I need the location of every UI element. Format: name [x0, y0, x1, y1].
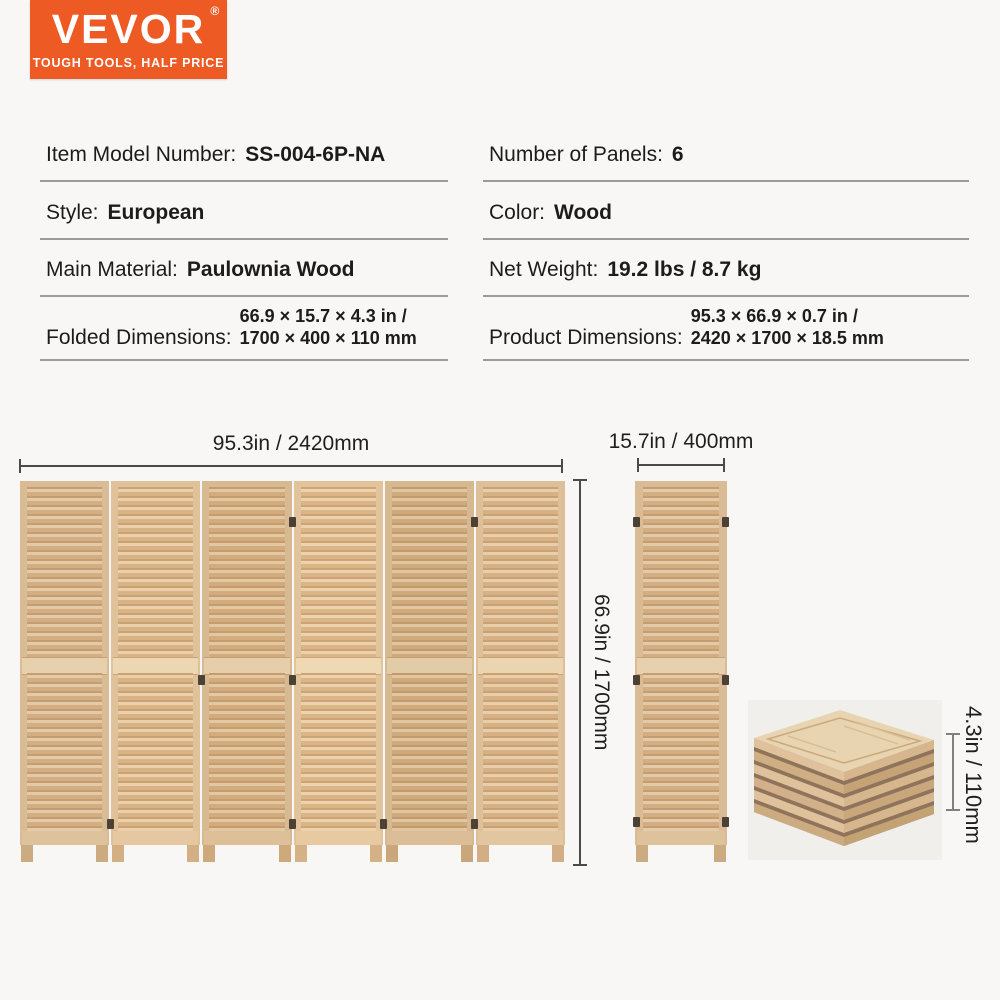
hinge-icon	[471, 819, 478, 829]
louver-section	[392, 487, 467, 657]
folded-height-dimension-label: 4.3in / 110mm	[961, 706, 986, 844]
panel-leg	[112, 845, 124, 862]
dimension-tick	[946, 733, 960, 735]
louver-section	[209, 487, 284, 657]
spec-value: SS-004-6P-NA	[245, 143, 386, 166]
hinge-icon	[722, 817, 729, 827]
divider-panel	[476, 481, 565, 845]
spec-row-main-material	[40, 240, 448, 297]
louver-section	[301, 487, 376, 657]
panel-bottom-rail	[22, 831, 107, 845]
width-dimension-line	[19, 465, 563, 467]
hinge-icon	[633, 517, 640, 527]
folded-height-dimension-line	[952, 733, 954, 811]
spec-row-color	[483, 182, 969, 240]
dimension-tick	[561, 459, 563, 473]
louver-section	[392, 673, 467, 831]
dimension-tick	[573, 479, 587, 481]
spec-row-product-dimensions	[483, 297, 969, 361]
panel-bottom-rail	[204, 831, 289, 845]
height-dimension-label: 66.9in / 1700mm	[590, 593, 613, 751]
depth-dimension-line	[637, 464, 725, 466]
hinge-icon	[380, 819, 387, 829]
spec-label: Net Weight:	[489, 258, 599, 281]
spec-row-model-number	[40, 120, 448, 182]
louver-section	[483, 487, 558, 657]
dimension-tick	[946, 809, 960, 811]
louver-section	[643, 487, 719, 657]
spec-value: 19.2 lbs / 8.7 kg	[607, 258, 762, 281]
louver-section	[643, 673, 719, 831]
spec-label: Main Material:	[46, 258, 178, 281]
panel-leg	[203, 845, 215, 862]
spec-value: 6	[671, 143, 684, 166]
spec-value-line2: 1700 × 400 × 110 mm	[239, 328, 417, 349]
spec-label: Product Dimensions:	[489, 326, 683, 349]
panel-leg	[96, 845, 108, 862]
panel-leg	[279, 845, 291, 862]
panel-leg	[552, 845, 564, 862]
louver-section	[118, 487, 193, 657]
room-divider-front-view	[20, 481, 565, 862]
spec-row-net-weight	[483, 240, 969, 297]
louver-section	[209, 673, 284, 831]
hinge-icon	[289, 819, 296, 829]
louver-section	[27, 673, 102, 831]
panel-leg	[714, 845, 726, 862]
panel-leg	[187, 845, 199, 862]
spec-label: Style:	[46, 201, 99, 224]
panel-leg	[461, 845, 473, 862]
spec-value: Paulownia Wood	[186, 258, 355, 281]
brand-wordmark	[51, 4, 220, 52]
hinge-icon	[722, 517, 729, 527]
room-divider-side-view	[635, 481, 727, 862]
spec-label: Color:	[489, 201, 546, 224]
divider-panel	[635, 481, 727, 845]
hinge-icon	[722, 675, 729, 685]
panel-leg	[386, 845, 398, 862]
spec-column-left	[40, 120, 448, 361]
width-dimension-label: 95.3in / 2420mm	[212, 432, 370, 455]
spec-row-panel-count	[483, 120, 969, 182]
hinge-icon	[471, 517, 478, 527]
panel-leg	[21, 845, 33, 862]
folded-stack-image	[748, 708, 942, 858]
dimension-tick	[573, 864, 587, 866]
brand-name: VEVOR	[51, 6, 206, 52]
spec-label: Folded Dimensions:	[46, 326, 232, 349]
spec-value	[240, 306, 417, 350]
spec-value: European	[107, 201, 205, 224]
panel-bottom-rail	[478, 831, 563, 845]
hinge-icon	[289, 675, 296, 685]
louver-section	[118, 673, 193, 831]
registered-trademark-icon: ®	[210, 4, 220, 18]
spec-value-line1: 66.9 × 15.7 × 4.3 in /	[239, 306, 407, 327]
dimension-tick	[723, 458, 725, 472]
divider-panel	[294, 481, 383, 845]
spec-label: Number of Panels:	[489, 143, 663, 166]
louver-section	[27, 487, 102, 657]
spec-label: Item Model Number:	[46, 143, 237, 166]
spec-value	[691, 306, 884, 350]
louver-section	[301, 673, 376, 831]
panel-leg	[477, 845, 489, 862]
panel-bottom-rail	[296, 831, 381, 845]
panel-leg	[636, 845, 648, 862]
hinge-icon	[633, 675, 640, 685]
dimension-tick	[19, 459, 21, 473]
dimension-tick	[637, 458, 639, 472]
panel-bottom-rail	[637, 831, 725, 845]
hinge-icon	[198, 675, 205, 685]
panel-bottom-rail	[113, 831, 198, 845]
panel-leg	[295, 845, 307, 862]
divider-panel	[202, 481, 291, 845]
vevor-logo	[30, 0, 227, 79]
divider-panel	[111, 481, 200, 845]
panel-leg	[370, 845, 382, 862]
spec-row-folded-dimensions	[40, 297, 448, 361]
hinge-icon	[107, 819, 114, 829]
spec-column-right	[483, 120, 969, 361]
divider-panel	[20, 481, 109, 845]
spec-value: Wood	[554, 201, 612, 224]
spec-row-style	[40, 182, 448, 240]
spec-value-line2: 2420 × 1700 × 18.5 mm	[690, 328, 884, 349]
louver-section	[483, 673, 558, 831]
hinge-icon	[289, 517, 296, 527]
divider-panel	[385, 481, 474, 845]
brand-tagline: TOUGH TOOLS, HALF PRICE	[32, 56, 225, 70]
hinge-icon	[633, 817, 640, 827]
panel-bottom-rail	[387, 831, 472, 845]
height-dimension-line	[579, 479, 581, 866]
depth-dimension-label: 15.7in / 400mm	[608, 430, 754, 453]
spec-value-line1: 95.3 × 66.9 × 0.7 in /	[690, 306, 858, 327]
